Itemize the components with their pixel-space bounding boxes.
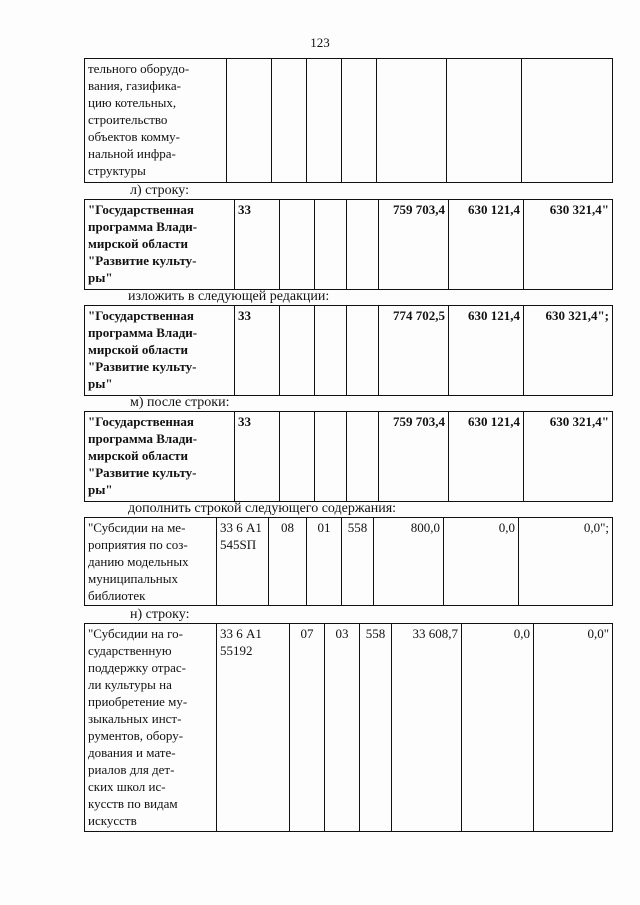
pr-cell: [315, 412, 347, 502]
table-row: [85, 200, 613, 290]
table-section-l: [84, 199, 613, 290]
value-2020-cell: 0,0: [462, 624, 534, 832]
caption-replace: изложить в следующей редакции:: [128, 289, 330, 304]
name-cell: тельного оборудо- вания, газифика- цию котельных, строительство объектов комму- нальной инфра- структуры: [85, 59, 227, 183]
vr-cell: [347, 412, 379, 502]
value-2019-cell: 774 702,5: [379, 306, 449, 396]
value-2019-cell: 33 608,7: [392, 624, 462, 832]
table-row: [85, 306, 613, 396]
table-row: [85, 624, 613, 832]
value-2019-cell: 759 703,4: [379, 200, 449, 290]
table-section-m: [84, 411, 613, 502]
value-2020-cell: 630 121,4: [449, 200, 524, 290]
code-cell: 33: [235, 200, 280, 290]
rz-cell: [280, 306, 315, 396]
caption-section-n: н) строку:: [130, 607, 190, 622]
table-section-n: [84, 623, 613, 832]
value-2021-cell: 630 321,4": [524, 200, 613, 290]
rz-cell: [280, 412, 315, 502]
code-cell: 33: [235, 306, 280, 396]
pr-cell: 03: [325, 624, 360, 832]
name-cell: "Субсидии на ме- роприятия по соз- данию модельных муниципальных библиотек: [85, 518, 217, 606]
value-2020-cell: 0,0: [444, 518, 519, 606]
name-cell: "Государственная программа Влади- мирской области "Развитие культу- ры": [85, 200, 235, 290]
vr-cell: 558: [360, 624, 392, 832]
table-section-add: [84, 517, 613, 606]
value-2021-cell: 630 321,4": [524, 412, 613, 502]
caption-section-l: л) строку:: [130, 183, 189, 198]
pr-cell: 01: [307, 518, 342, 606]
pr-cell: [315, 200, 347, 290]
value-2021-cell: 0,0": [534, 624, 613, 832]
name-cell: "Государственная программа Влади- мирской области "Развитие культу- ры": [85, 306, 235, 396]
code-cell: 33 6 А1 545SП: [217, 518, 269, 606]
name-cell: "Государственная программа Влади- мирской области "Развитие культу- ры": [85, 412, 235, 502]
table-section-replace: [84, 305, 613, 396]
pr-cell: [315, 306, 347, 396]
rz-cell: 07: [290, 624, 325, 832]
value-2021-cell: 630 321,4";: [524, 306, 613, 396]
table-row: [85, 59, 613, 183]
code-cell: 33 6 А1 55192: [217, 624, 290, 832]
caption-add: дополнить строкой следующего содержания:: [128, 501, 397, 516]
name-cell: "Субсидии на го- сударственную поддержку отрас- ли культуры на приобретение му- зыкальных инст- рументов, обору- дования и мате- риалов для дет- ских школ ис- кусств по видам искусств: [85, 624, 217, 832]
value-2021-cell: 0,0";: [519, 518, 613, 606]
rz-cell: 08: [269, 518, 307, 606]
value-2020-cell: 630 121,4: [449, 306, 524, 396]
vr-cell: [347, 306, 379, 396]
value-2019-cell: 800,0: [374, 518, 444, 606]
vr-cell: [347, 200, 379, 290]
table-row: [85, 518, 613, 606]
rz-cell: [280, 200, 315, 290]
value-2019-cell: 759 703,4: [379, 412, 449, 502]
code-cell: 33: [235, 412, 280, 502]
vr-cell: 558: [342, 518, 374, 606]
table-fragment-top: [84, 58, 613, 183]
value-2020-cell: 630 121,4: [449, 412, 524, 502]
table-row: [85, 412, 613, 502]
caption-section-m: м) после строки:: [130, 395, 230, 410]
page-number: 123: [310, 35, 330, 50]
